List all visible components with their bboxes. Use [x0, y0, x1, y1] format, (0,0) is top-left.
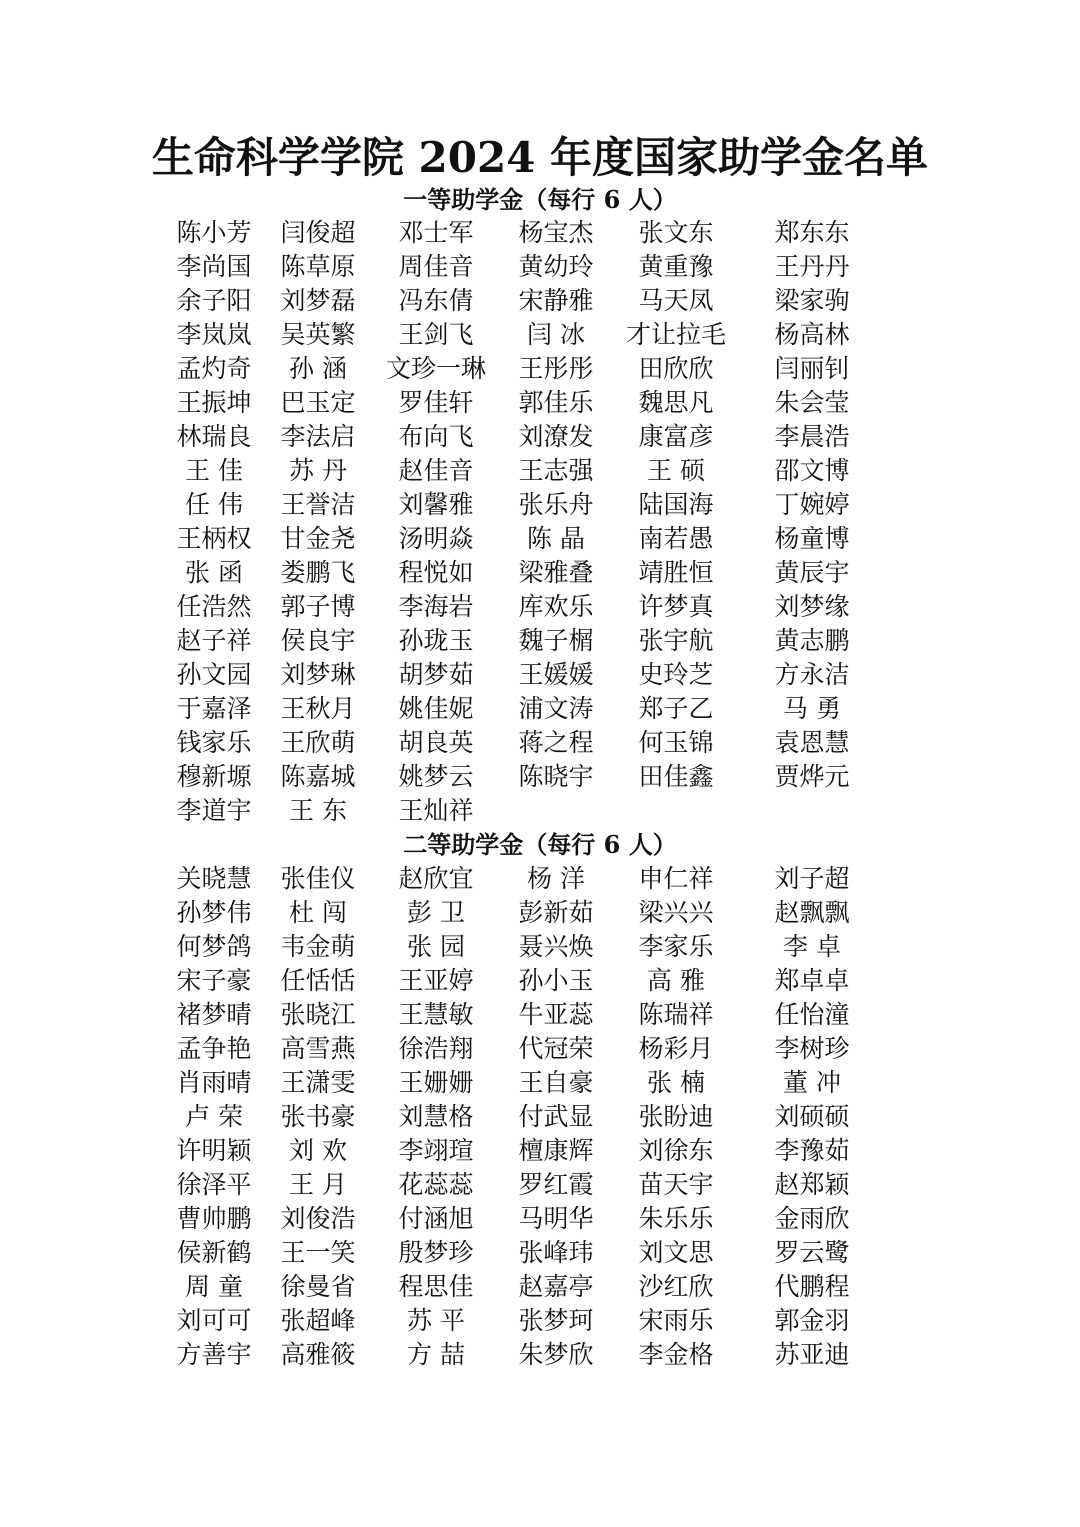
recipient-name: 董 冲 [783, 1068, 841, 1097]
name-row [0, 1066, 1080, 1100]
name-row [0, 284, 1080, 318]
recipient-name: 王剑飞 [398, 320, 474, 349]
recipient-name: 徐泽平 [176, 1170, 252, 1199]
recipient-name: 张书豪 [280, 1102, 356, 1131]
recipient-name: 王 东 [289, 796, 347, 825]
recipient-name: 邓士军 [398, 218, 474, 247]
recipient-name: 王一笑 [280, 1238, 356, 1267]
recipient-name: 张佳仪 [280, 864, 356, 893]
recipient-name: 靖胜恒 [638, 558, 714, 587]
recipient-name: 孙文园 [176, 660, 252, 689]
recipient-name: 张超峰 [280, 1306, 356, 1335]
name-row [0, 522, 1080, 556]
recipient-name: 王 硕 [647, 456, 705, 485]
recipient-name: 蒋之程 [518, 728, 594, 757]
recipient-name: 彭 卫 [407, 898, 465, 927]
recipient-name: 高雅筱 [280, 1340, 356, 1369]
recipient-name: 孙小玉 [518, 966, 594, 995]
recipient-name: 申仁祥 [638, 864, 714, 893]
recipient-name: 李家乐 [638, 932, 714, 961]
name-row [0, 556, 1080, 590]
recipient-name: 宋静雅 [518, 286, 594, 315]
recipient-name: 王振坤 [176, 388, 252, 417]
recipient-name: 聂兴焕 [518, 932, 594, 961]
recipient-name: 卢 荣 [185, 1102, 243, 1131]
recipient-name: 刘硕硕 [774, 1102, 850, 1131]
recipient-name: 布向飞 [398, 422, 474, 451]
recipient-name: 刘可可 [176, 1306, 252, 1335]
name-row [0, 1304, 1080, 1338]
recipient-name: 魏思凡 [638, 388, 714, 417]
recipient-name: 牛亚蕊 [518, 1000, 594, 1029]
recipient-name: 黄重豫 [638, 252, 714, 281]
name-row [0, 862, 1080, 896]
name-row [0, 1270, 1080, 1304]
recipient-name: 张 楠 [647, 1068, 705, 1097]
recipient-name: 代鹏程 [774, 1272, 850, 1301]
recipient-name: 南若愚 [638, 524, 714, 553]
recipient-name: 李法启 [280, 422, 356, 451]
name-row [0, 1100, 1080, 1134]
recipient-name: 文珍一琳 [385, 354, 486, 383]
recipient-name: 苏 丹 [289, 456, 347, 485]
recipient-name: 许明颖 [176, 1136, 252, 1165]
recipient-name: 李晨浩 [774, 422, 850, 451]
recipient-name: 花蕊蕊 [398, 1170, 474, 1199]
recipient-name: 任浩然 [176, 592, 252, 621]
recipient-name: 黄辰宇 [774, 558, 850, 587]
recipient-name: 刘 欢 [289, 1136, 347, 1165]
recipient-name: 陈小芳 [176, 218, 252, 247]
recipient-name: 侯新鹤 [176, 1238, 252, 1267]
recipient-name: 闫丽钊 [774, 354, 850, 383]
recipient-name: 才让拉毛 [625, 320, 726, 349]
recipient-name: 刘梦缘 [774, 592, 850, 621]
recipient-name: 马明华 [518, 1204, 594, 1233]
recipient-name: 魏子榍 [518, 626, 594, 655]
recipient-name: 苏 平 [407, 1306, 465, 1335]
name-row [0, 998, 1080, 1032]
recipient-name: 刘文思 [638, 1238, 714, 1267]
name-row [0, 658, 1080, 692]
name-row [0, 726, 1080, 760]
recipient-name: 金雨欣 [774, 1204, 850, 1233]
recipient-name: 史玲芝 [638, 660, 714, 689]
recipient-name: 方永洁 [774, 660, 850, 689]
recipient-name: 刘馨雅 [398, 490, 474, 519]
recipient-name: 康富彦 [638, 422, 714, 451]
recipient-name: 郭金羽 [774, 1306, 850, 1335]
recipient-name: 王丹丹 [774, 252, 850, 281]
recipient-name: 袁恩慧 [774, 728, 850, 757]
name-row [0, 1134, 1080, 1168]
recipient-name: 李金格 [638, 1340, 714, 1369]
recipient-name: 孟争艳 [176, 1034, 252, 1063]
recipient-name: 刘子超 [774, 864, 850, 893]
recipient-name: 杨高林 [774, 320, 850, 349]
recipient-name: 胡梦茹 [398, 660, 474, 689]
recipient-name: 徐曼省 [280, 1272, 356, 1301]
recipient-name: 张乐舟 [518, 490, 594, 519]
recipient-name: 陆国海 [638, 490, 714, 519]
recipient-name: 刘潦发 [518, 422, 594, 451]
recipient-name: 付武显 [518, 1102, 594, 1131]
recipient-name: 林瑞良 [176, 422, 252, 451]
recipient-name: 王姗姗 [398, 1068, 474, 1097]
recipient-name: 张晓江 [280, 1000, 356, 1029]
recipient-name: 李翊瑄 [398, 1136, 474, 1165]
recipient-name: 陈草原 [280, 252, 356, 281]
name-row [0, 760, 1080, 794]
recipient-name: 赵嘉亭 [518, 1272, 594, 1301]
recipient-name: 张峰玮 [518, 1238, 594, 1267]
recipient-name: 陈瑞祥 [638, 1000, 714, 1029]
recipient-name: 任 伟 [185, 490, 243, 519]
recipient-name: 巴玉定 [280, 388, 356, 417]
recipient-name: 曹帅鹏 [176, 1204, 252, 1233]
second-class-name-grid [0, 862, 1080, 1372]
recipient-name: 高 雅 [647, 966, 705, 995]
recipient-name: 张盼迪 [638, 1102, 714, 1131]
recipient-name: 赵佳音 [398, 456, 474, 485]
recipient-name: 杜 闯 [289, 898, 347, 927]
recipient-name: 王志强 [518, 456, 594, 485]
name-row [0, 1338, 1080, 1372]
name-row [0, 794, 1080, 828]
recipient-name: 刘慧格 [398, 1102, 474, 1131]
recipient-name: 甘金尧 [280, 524, 356, 553]
recipient-name: 张 函 [185, 558, 243, 587]
recipient-name: 梁家驹 [774, 286, 850, 315]
recipient-name: 赵郑颖 [774, 1170, 850, 1199]
recipient-name: 穆新塬 [176, 762, 252, 791]
recipient-name: 刘梦磊 [280, 286, 356, 315]
recipient-name: 朱会莹 [774, 388, 850, 417]
recipient-name: 王慧敏 [398, 1000, 474, 1029]
recipient-name: 于嘉泽 [176, 694, 252, 723]
recipient-name: 李尚国 [176, 252, 252, 281]
recipient-name: 王柄权 [176, 524, 252, 553]
recipient-name: 李岚岚 [176, 320, 252, 349]
recipient-name: 彭新茹 [518, 898, 594, 927]
recipient-name: 钱家乐 [176, 728, 252, 757]
recipient-name: 王彤彤 [518, 354, 594, 383]
recipient-name: 赵飘飘 [774, 898, 850, 927]
recipient-name: 殷梦珍 [398, 1238, 474, 1267]
recipient-name: 张宇航 [638, 626, 714, 655]
recipient-name: 黄幼玲 [518, 252, 594, 281]
name-row [0, 216, 1080, 250]
recipient-name: 张梦珂 [518, 1306, 594, 1335]
recipient-name: 徐浩翔 [398, 1034, 474, 1063]
recipient-name: 关晓慧 [176, 864, 252, 893]
recipient-name: 王秋月 [280, 694, 356, 723]
recipient-name: 梁兴兴 [638, 898, 714, 927]
recipient-name: 许梦真 [638, 592, 714, 621]
recipient-name: 浦文涛 [518, 694, 594, 723]
recipient-name: 张文东 [638, 218, 714, 247]
recipient-name: 侯良宇 [280, 626, 356, 655]
name-row [0, 590, 1080, 624]
recipient-name: 吴英繁 [280, 320, 356, 349]
recipient-name: 贾烨元 [774, 762, 850, 791]
recipient-name: 沙红欣 [638, 1272, 714, 1301]
recipient-name: 王灿祥 [398, 796, 474, 825]
name-row [0, 420, 1080, 454]
recipient-name: 程思佳 [398, 1272, 474, 1301]
recipient-name: 李道宇 [176, 796, 252, 825]
recipient-name: 郑卓卓 [774, 966, 850, 995]
recipient-name: 孟灼奇 [176, 354, 252, 383]
recipient-name: 刘徐东 [638, 1136, 714, 1165]
recipient-name: 罗云鹭 [774, 1238, 850, 1267]
name-row [0, 318, 1080, 352]
name-row [0, 930, 1080, 964]
recipient-name: 苏亚迪 [774, 1340, 850, 1369]
recipient-name: 赵子祥 [176, 626, 252, 655]
first-class-name-grid [0, 216, 1080, 828]
name-row [0, 352, 1080, 386]
recipient-name: 张 园 [407, 932, 465, 961]
recipient-name: 王 月 [289, 1170, 347, 1199]
recipient-name: 马天凤 [638, 286, 714, 315]
recipient-name: 何梦鸽 [176, 932, 252, 961]
section-heading-second-class: 二等助学金（每行 6 人） [403, 830, 677, 859]
recipient-name: 库欢乐 [518, 592, 594, 621]
recipient-name: 胡良英 [398, 728, 474, 757]
recipient-name: 罗佳轩 [398, 388, 474, 417]
recipient-name: 姚佳妮 [398, 694, 474, 723]
recipient-name: 宋子豪 [176, 966, 252, 995]
page-title: 生命科学学院 2024 年度国家助学金名单 [151, 133, 929, 182]
recipient-name: 黄志鹏 [774, 626, 850, 655]
recipient-name: 朱乐乐 [638, 1204, 714, 1233]
recipient-name: 刘俊浩 [280, 1204, 356, 1233]
recipient-name: 闫 冰 [527, 320, 585, 349]
recipient-name: 韦金萌 [280, 932, 356, 961]
recipient-name: 周佳音 [398, 252, 474, 281]
recipient-name: 任怡潼 [774, 1000, 850, 1029]
recipient-name: 陈 晶 [527, 524, 585, 553]
recipient-name: 高雪燕 [280, 1034, 356, 1063]
recipient-name: 苗天宇 [638, 1170, 714, 1199]
name-row [0, 1032, 1080, 1066]
recipient-name: 孙梦伟 [176, 898, 252, 927]
recipient-name: 王欣萌 [280, 728, 356, 757]
recipient-name: 杨 洋 [527, 864, 585, 893]
recipient-name: 陈晓宇 [518, 762, 594, 791]
recipient-name: 娄鹏飞 [280, 558, 356, 587]
section-heading-first-class: 一等助学金（每行 6 人） [403, 185, 677, 214]
recipient-name: 褚梦晴 [176, 1000, 252, 1029]
recipient-name: 丁婉婷 [774, 490, 850, 519]
recipient-name: 赵欣宜 [398, 864, 474, 893]
recipient-name: 杨彩月 [638, 1034, 714, 1063]
recipient-name: 何玉锦 [638, 728, 714, 757]
recipient-name: 代冠荣 [518, 1034, 594, 1063]
recipient-name: 杨童博 [774, 524, 850, 553]
recipient-name: 李树珍 [774, 1034, 850, 1063]
recipient-name: 周 童 [185, 1272, 243, 1301]
recipient-name: 王自豪 [518, 1068, 594, 1097]
recipient-name: 陈嘉城 [280, 762, 356, 791]
recipient-name: 方 喆 [407, 1340, 465, 1369]
recipient-name: 李豫茹 [774, 1136, 850, 1165]
recipient-name: 郭佳乐 [518, 388, 594, 417]
recipient-name: 杨宝杰 [518, 218, 594, 247]
recipient-name: 檀康辉 [518, 1136, 594, 1165]
recipient-name: 孙 涵 [289, 354, 347, 383]
name-row [0, 1236, 1080, 1270]
name-row [0, 250, 1080, 284]
recipient-name: 肖雨晴 [176, 1068, 252, 1097]
recipient-name: 王 佳 [185, 456, 243, 485]
name-row [0, 692, 1080, 726]
recipient-name: 程悦如 [398, 558, 474, 587]
recipient-name: 邵文博 [774, 456, 850, 485]
recipient-name: 姚梦云 [398, 762, 474, 791]
recipient-name: 罗红霞 [518, 1170, 594, 1199]
name-row [0, 386, 1080, 420]
name-row [0, 624, 1080, 658]
recipient-name: 余子阳 [176, 286, 252, 315]
recipient-name: 方善宇 [176, 1340, 252, 1369]
name-row [0, 454, 1080, 488]
recipient-name: 王潇雯 [280, 1068, 356, 1097]
recipient-name: 朱梦欣 [518, 1340, 594, 1369]
recipient-name: 任恬恬 [280, 966, 356, 995]
recipient-name: 马 勇 [783, 694, 841, 723]
recipient-name: 郑东东 [774, 218, 850, 247]
recipient-name: 王媛媛 [518, 660, 594, 689]
name-row [0, 488, 1080, 522]
recipient-name: 李 卓 [783, 932, 841, 961]
recipient-name: 郑子乙 [638, 694, 714, 723]
name-row [0, 1202, 1080, 1236]
recipient-name: 闫俊超 [280, 218, 356, 247]
recipient-name: 郭子博 [280, 592, 356, 621]
recipient-name: 梁雅叠 [518, 558, 594, 587]
recipient-name: 孙珑玉 [398, 626, 474, 655]
recipient-name: 付涵旭 [398, 1204, 474, 1233]
recipient-name: 汤明焱 [398, 524, 474, 553]
recipient-name: 冯东倩 [398, 286, 474, 315]
name-row [0, 896, 1080, 930]
recipient-name: 宋雨乐 [638, 1306, 714, 1335]
recipient-name: 田欣欣 [638, 354, 714, 383]
name-row [0, 964, 1080, 998]
name-row [0, 1168, 1080, 1202]
recipient-name: 田佳鑫 [638, 762, 714, 791]
recipient-name: 刘梦琳 [280, 660, 356, 689]
recipient-name: 王亚婷 [398, 966, 474, 995]
recipient-name: 李海岩 [398, 592, 474, 621]
recipient-name: 王誉洁 [280, 490, 356, 519]
